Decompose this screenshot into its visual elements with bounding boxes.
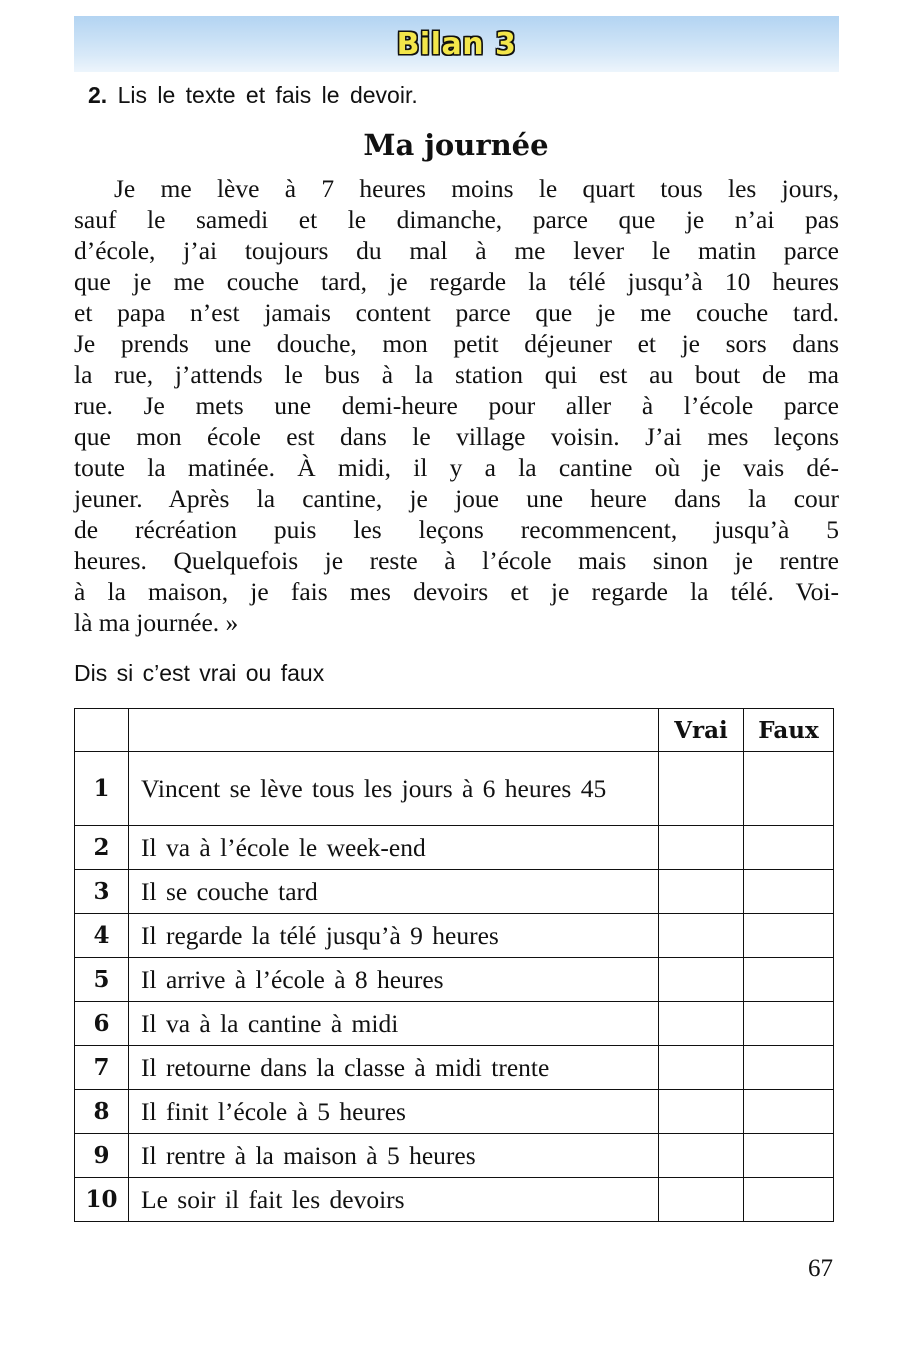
faux-answer-cell[interactable] <box>744 752 834 826</box>
row-number: 4 <box>75 914 129 958</box>
section-title: Bilan 3 <box>396 26 517 62</box>
page-number: 67 <box>808 1255 833 1282</box>
header-faux: Faux <box>744 709 834 752</box>
row-statement: Il finit l’école à 5 heures <box>129 1090 659 1134</box>
row-statement: Vincent se lève tous les jours à 6 heures 45 <box>129 752 659 826</box>
row-statement: Le soir il fait les devoirs <box>129 1178 659 1222</box>
header-number <box>75 709 129 752</box>
table-row <box>75 752 834 826</box>
faux-answer-cell[interactable] <box>744 1134 834 1178</box>
row-statement: Il arrive à l’école à 8 heures <box>129 958 659 1002</box>
passage-line: sauf le samedi et le dimanche, parce que je n’ai pas <box>74 205 839 234</box>
vrai-answer-cell[interactable] <box>659 1178 744 1222</box>
passage-line: heures. Quelquefois je reste à l’école mais sinon je rentre <box>74 546 839 575</box>
passage-line: à la maison, je fais mes devoirs et je regarde la télé. Voi- <box>74 577 839 606</box>
vrai-answer-cell[interactable] <box>659 1002 744 1046</box>
passage-line: que je me couche tard, je regarde la télé jusqu’à 10 heures <box>74 267 839 296</box>
vrai-answer-cell[interactable] <box>659 914 744 958</box>
passage-line: rue. Je mets une demi-heure pour aller à l’école parce <box>74 391 839 420</box>
row-statement: Il rentre à la maison à 5 heures <box>129 1134 659 1178</box>
vrai-answer-cell[interactable] <box>659 1134 744 1178</box>
row-number: 9 <box>75 1134 129 1178</box>
faux-answer-cell[interactable] <box>744 958 834 1002</box>
vrai-answer-cell[interactable] <box>659 1090 744 1134</box>
passage-line: Je prends une douche, mon petit déjeuner et je sors dans <box>74 329 839 358</box>
table-row <box>75 1134 834 1178</box>
faux-answer-cell[interactable] <box>744 1002 834 1046</box>
row-number: 6 <box>75 1002 129 1046</box>
passage-line: de récréation puis les leçons recommencent, jusqu’à 5 <box>74 515 839 544</box>
table-row <box>75 914 834 958</box>
passage-line: Je me lève à 7 heures moins le quart tous les jours, <box>114 174 839 203</box>
passage-line: que mon école est dans le village voisin. J’ai mes leçons <box>74 422 839 451</box>
passage-line: jeuner. Après la cantine, je joue une heure dans la cour <box>74 484 839 513</box>
header-vrai: Vrai <box>659 709 744 752</box>
row-statement: Il se couche tard <box>129 870 659 914</box>
table-header-row <box>75 709 834 752</box>
passage-line: là ma journée. » <box>74 608 239 637</box>
row-number: 8 <box>75 1090 129 1134</box>
passage-line: toute la matinée. À midi, il y a la cantine où je vais dé- <box>74 453 839 482</box>
table-row <box>75 870 834 914</box>
passage-line: la rue, j’attends le bus à la station qui est au bout de ma <box>74 360 839 389</box>
row-number: 1 <box>75 752 129 826</box>
task-prompt: Dis si c’est vrai ou faux <box>74 660 325 686</box>
reading-passage <box>74 173 839 638</box>
row-statement: Il va à la cantine à midi <box>129 1002 659 1046</box>
section-banner <box>74 16 839 72</box>
exercise-instruction-text: Lis le texte et fais le devoir. <box>117 82 418 108</box>
exercise-instruction <box>88 82 418 109</box>
vrai-answer-cell[interactable] <box>659 958 744 1002</box>
row-number: 2 <box>75 826 129 870</box>
table-row <box>75 958 834 1002</box>
row-number: 10 <box>75 1178 129 1222</box>
passage-line: et papa n’est jamais content parce que je me couche tard. <box>74 298 839 327</box>
header-statement <box>129 709 659 752</box>
row-number: 3 <box>75 870 129 914</box>
table-row <box>75 1046 834 1090</box>
exercise-number: 2. <box>88 82 108 108</box>
faux-answer-cell[interactable] <box>744 1090 834 1134</box>
faux-answer-cell[interactable] <box>744 826 834 870</box>
row-statement: Il retourne dans la classe à midi trente <box>129 1046 659 1090</box>
passage-line: d’école, j’ai toujours du mal à me lever le matin parce <box>74 236 839 265</box>
vrai-answer-cell[interactable] <box>659 752 744 826</box>
row-statement: Il regarde la télé jusqu’à 9 heures <box>129 914 659 958</box>
vrai-answer-cell[interactable] <box>659 870 744 914</box>
row-number: 5 <box>75 958 129 1002</box>
text-title: Ma journée <box>363 128 549 162</box>
vrai-answer-cell[interactable] <box>659 826 744 870</box>
faux-answer-cell[interactable] <box>744 870 834 914</box>
table-row <box>75 1090 834 1134</box>
row-number: 7 <box>75 1046 129 1090</box>
table-row <box>75 1002 834 1046</box>
faux-answer-cell[interactable] <box>744 1178 834 1222</box>
faux-answer-cell[interactable] <box>744 914 834 958</box>
table-row <box>75 1178 834 1222</box>
vrai-answer-cell[interactable] <box>659 1046 744 1090</box>
table-row <box>75 826 834 870</box>
row-statement: Il va à l’école le week-end <box>129 826 659 870</box>
faux-answer-cell[interactable] <box>744 1046 834 1090</box>
true-false-table <box>74 708 834 1222</box>
